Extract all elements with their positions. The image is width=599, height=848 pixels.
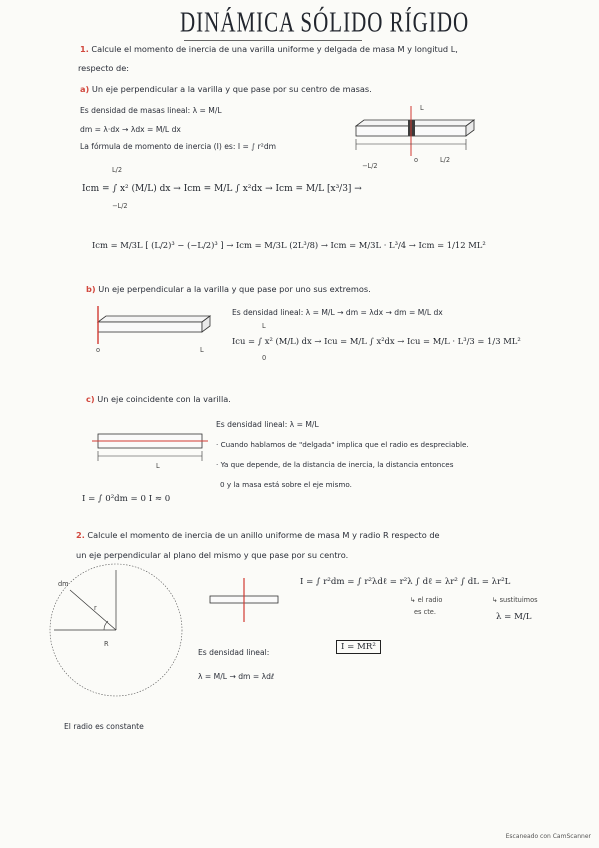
q1b-density: Es densidad lineal: λ = M/L → dm = λdx → dm = M/L dx: [232, 308, 443, 317]
q1-statement-line2: respecto de:: [78, 63, 130, 73]
q1-statement-line1: Calcule el momento de inercia de una varilla uniforme y delgada de masa M y longitud L,: [91, 44, 458, 54]
fig-dm-label: dm: [58, 580, 69, 588]
fig-c-l-label: L: [156, 462, 160, 470]
fig-R-label: R: [104, 640, 109, 648]
q1a-dm: dm = λ·dx → λdx = M/L dx: [80, 125, 181, 134]
scanner-footer: Escaneado con CamScanner: [505, 833, 591, 840]
q2-note-radius-1: ↳ el radio: [410, 596, 443, 604]
q1b-label: b): [86, 284, 96, 294]
q2-density: Es densidad lineal:: [198, 648, 270, 657]
q1c-heading: [86, 394, 231, 404]
q1b-text: Un eje perpendicular a la varilla y que pase por uno sus extremos.: [98, 284, 371, 294]
rod-end-figure: [92, 306, 222, 351]
q2-formula: I = ∫ r²dm = ∫ r²λdℓ = r²λ ∫ dℓ = λr² ∫ dL = λr²L: [300, 577, 511, 587]
fig-r-label: r: [94, 604, 97, 612]
integral-lower-limit: −L/2: [112, 202, 128, 210]
fig-a-o-label: o: [414, 156, 419, 164]
q1a-text: Un eje perpendicular a la varilla y que pase por su centro de masas.: [91, 84, 372, 94]
q2-radius-constant: El radio es constante: [64, 722, 144, 731]
q1c-text: Un eje coincidente con la varilla.: [97, 394, 231, 404]
q1a-label: a): [80, 84, 90, 94]
fig-b-l-label: L: [200, 346, 204, 354]
q1-statement: [80, 44, 458, 54]
q1b-heading: [86, 284, 371, 294]
q2-number: 2.: [76, 530, 85, 540]
ring-side-figure: [206, 576, 286, 626]
q2-result-box: I = MR²: [336, 640, 381, 654]
rod-coincident-figure: [92, 428, 212, 468]
q1c-density: Es densidad lineal: λ = M/L: [216, 420, 319, 429]
q1c-note2: · Ya que depende, de la distancia de inercia, la distancia entonces: [216, 460, 454, 469]
q1c-note3: 0 y la masa está sobre el eje mismo.: [220, 480, 352, 489]
q2-note-radius-2: es cte.: [414, 608, 436, 616]
page-title: DINÁMICA SÓLIDO RÍGIDO: [180, 6, 470, 39]
fig-a-l-label: L: [420, 104, 424, 112]
q1a-step1: Icm = ∫ x² (M/L) dx → Icm = M/L ∫ x²dx → Icm = M/L [x³/3] →: [82, 184, 362, 194]
q1a-step2: Icm = M/3L [ (L/2)³ − (−L/2)³ ] → Icm = M/3L (2L³/8) → Icm = M/3L · L³/4 → Icm = 1/12 ML²: [92, 240, 486, 250]
q1a-density: Es densidad de masas lineal: λ = M/L: [80, 106, 222, 115]
q1-number: 1.: [80, 44, 89, 54]
integral-upper-limit: L/2: [112, 166, 123, 174]
q1c-note1: · Cuando hablamos de "delgada" implica que el radio es despreciable.: [216, 440, 469, 449]
fig-a-l2-neg-label: −L/2: [362, 162, 378, 170]
fig-b-o-label: o: [96, 346, 101, 354]
q1b-lower-limit: 0: [262, 354, 267, 362]
q2-note-subs: ↳ sustituimos: [492, 596, 538, 604]
q1a-formula: La fórmula de momento de inercia (I) es: I = ∫ r²dm: [80, 142, 277, 151]
q1a-heading: [80, 84, 372, 94]
ring-figure: [46, 568, 186, 708]
q2-dm: λ = M/L → dm = λdℓ: [198, 672, 275, 681]
radius-line-r: [70, 590, 116, 630]
q2-statement-line1: Calcule el momento de inercia de un anillo uniforme de masa M y radio R respecto de: [87, 530, 440, 540]
q2-subs: λ = M/L: [496, 612, 532, 622]
q1b-step: Icu = ∫ x² (M/L) dx → Icu = M/L ∫ x²dx → Icu = M/L · L³/3 = 1/3 ML²: [232, 336, 521, 346]
fig-a-l2-pos-label: L/2: [440, 156, 451, 164]
q1c-label: c): [86, 394, 95, 404]
title-underline: [184, 40, 362, 41]
q2-statement: [76, 530, 440, 540]
q2-statement-line2: un eje perpendicular al plano del mismo y que pase por su centro.: [76, 550, 349, 560]
q1b-upper-limit: L: [262, 322, 266, 330]
q1c-result: I = ∫ 0²dm = 0 I ≈ 0: [82, 494, 171, 504]
